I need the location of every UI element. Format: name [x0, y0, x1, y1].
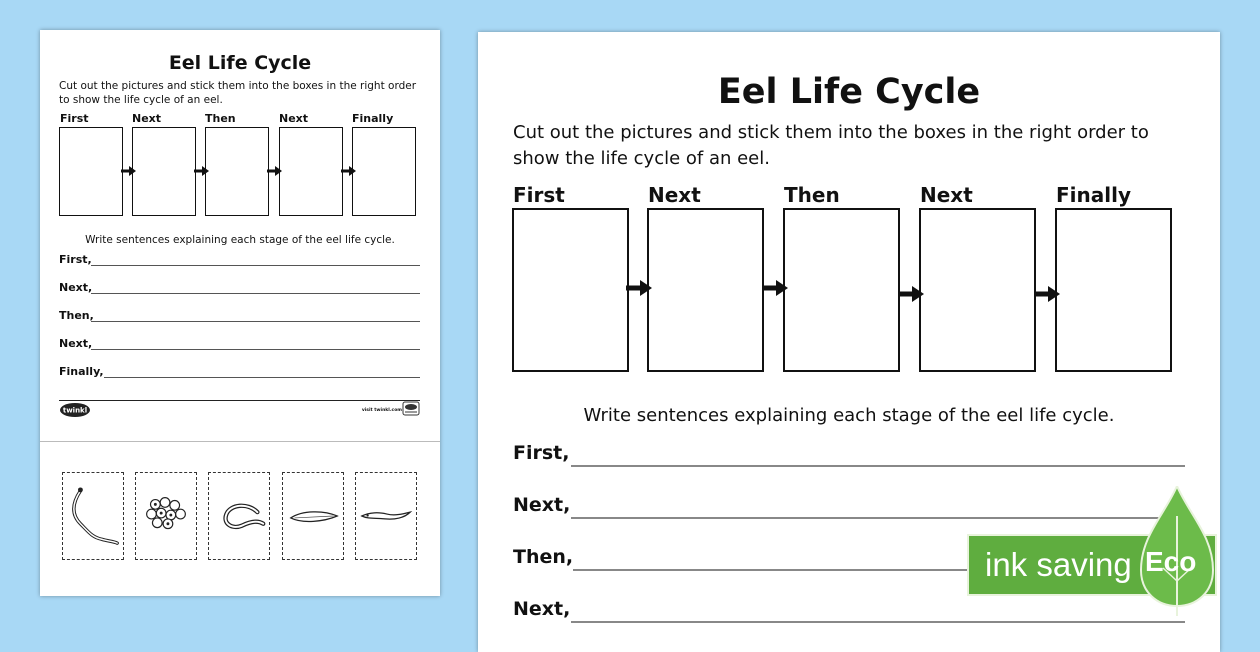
arrow-right-icon [194, 166, 209, 176]
arrow-right-icon [626, 280, 652, 296]
sentence-prompt: Write sentences explaining each stage of the eel life cycle. [583, 405, 1115, 426]
stage-label-finally: Finally [1056, 183, 1131, 207]
worksheet-preview-page [40, 30, 440, 596]
young-eel-icon [63, 473, 123, 559]
page-title: Eel Life Cycle [717, 72, 981, 112]
footer-rule [59, 400, 420, 401]
sentence-starter: Then, [513, 546, 574, 568]
sentence-row [59, 278, 420, 294]
writing-line [104, 377, 420, 378]
sentence-row [59, 334, 420, 350]
stage-box-3 [783, 208, 900, 372]
arrow-right-icon [762, 280, 788, 296]
stage-box-1 [59, 127, 123, 216]
larva-leaf-icon [283, 473, 343, 559]
writing-line [91, 321, 420, 322]
ink-saving-label: ink saving [985, 546, 1132, 583]
stage-label-first: First [513, 183, 565, 207]
stage-label-next: Next [648, 183, 701, 207]
arrow-right-icon [1034, 286, 1060, 302]
instruction-text: Cut out the pictures and stick them into the boxes in the right order to show the life cycle of an eel. [59, 80, 417, 106]
cutout-eggs [135, 472, 197, 560]
stage-label-then: Then [205, 112, 236, 125]
stage-box-4 [279, 127, 343, 216]
writing-line [91, 293, 420, 294]
stage-box-1 [512, 208, 629, 372]
sentence-row [59, 250, 420, 266]
stage-label-next-2: Next [279, 112, 309, 125]
cutout-glass-eel [355, 472, 417, 560]
stage-box-4 [919, 208, 1036, 372]
stage-label-finally: Finally [352, 112, 394, 125]
footer-url: visit twinkl.com [361, 408, 402, 413]
sentence-starter: Then, [59, 309, 94, 322]
page-title: Eel Life Cycle [168, 52, 312, 74]
writing-line [91, 265, 420, 266]
twinkl-badge-icon [402, 401, 420, 416]
stage-box-2 [132, 127, 196, 216]
sentence-starter: Next, [59, 281, 93, 294]
cutout-curled-eel [208, 472, 270, 560]
stage-box-5 [1055, 208, 1172, 372]
sentence-starter: Next, [513, 598, 571, 620]
stage-label-next-2: Next [920, 183, 973, 207]
stage-label-then: Then [784, 183, 840, 207]
eco-label: Eco [1145, 546, 1197, 577]
stage-label-next: Next [132, 112, 162, 125]
writing-line [571, 465, 1185, 467]
writing-line [91, 349, 420, 350]
arrow-right-icon [121, 166, 136, 176]
arrow-right-icon [267, 166, 282, 176]
stage-label-first: First [60, 112, 89, 125]
instruction-text: Cut out the pictures and stick them into the boxes in the right order to show the life cycle of an eel. [513, 122, 1149, 169]
cut-line [40, 441, 440, 442]
eel-eggs-icon [136, 473, 196, 559]
sentence-starter: First, [513, 442, 570, 464]
sentence-row [513, 438, 1185, 464]
sentence-starter: Finally, [59, 365, 104, 378]
curled-eel-icon [209, 473, 269, 559]
writing-line [571, 621, 1185, 623]
sentence-row [59, 306, 420, 322]
twinkl-logo [59, 402, 91, 418]
stage-box-5 [352, 127, 416, 216]
cutout-young-eel [62, 472, 124, 560]
ink-saving-badge [967, 486, 1260, 616]
cutout-larva [282, 472, 344, 560]
sentence-starter: Next, [513, 494, 571, 516]
stage-box-2 [647, 208, 764, 372]
sentence-row [59, 362, 420, 378]
arrow-right-icon [341, 166, 356, 176]
sentence-starter: First, [59, 253, 92, 266]
glass-eel-icon [356, 473, 416, 559]
brand-text: twinkl [62, 406, 88, 415]
stage-box-3 [205, 127, 269, 216]
arrow-right-icon [898, 286, 924, 302]
sentence-prompt: Write sentences explaining each stage of the eel life cycle. [85, 234, 395, 246]
sentence-starter: Next, [59, 337, 93, 350]
